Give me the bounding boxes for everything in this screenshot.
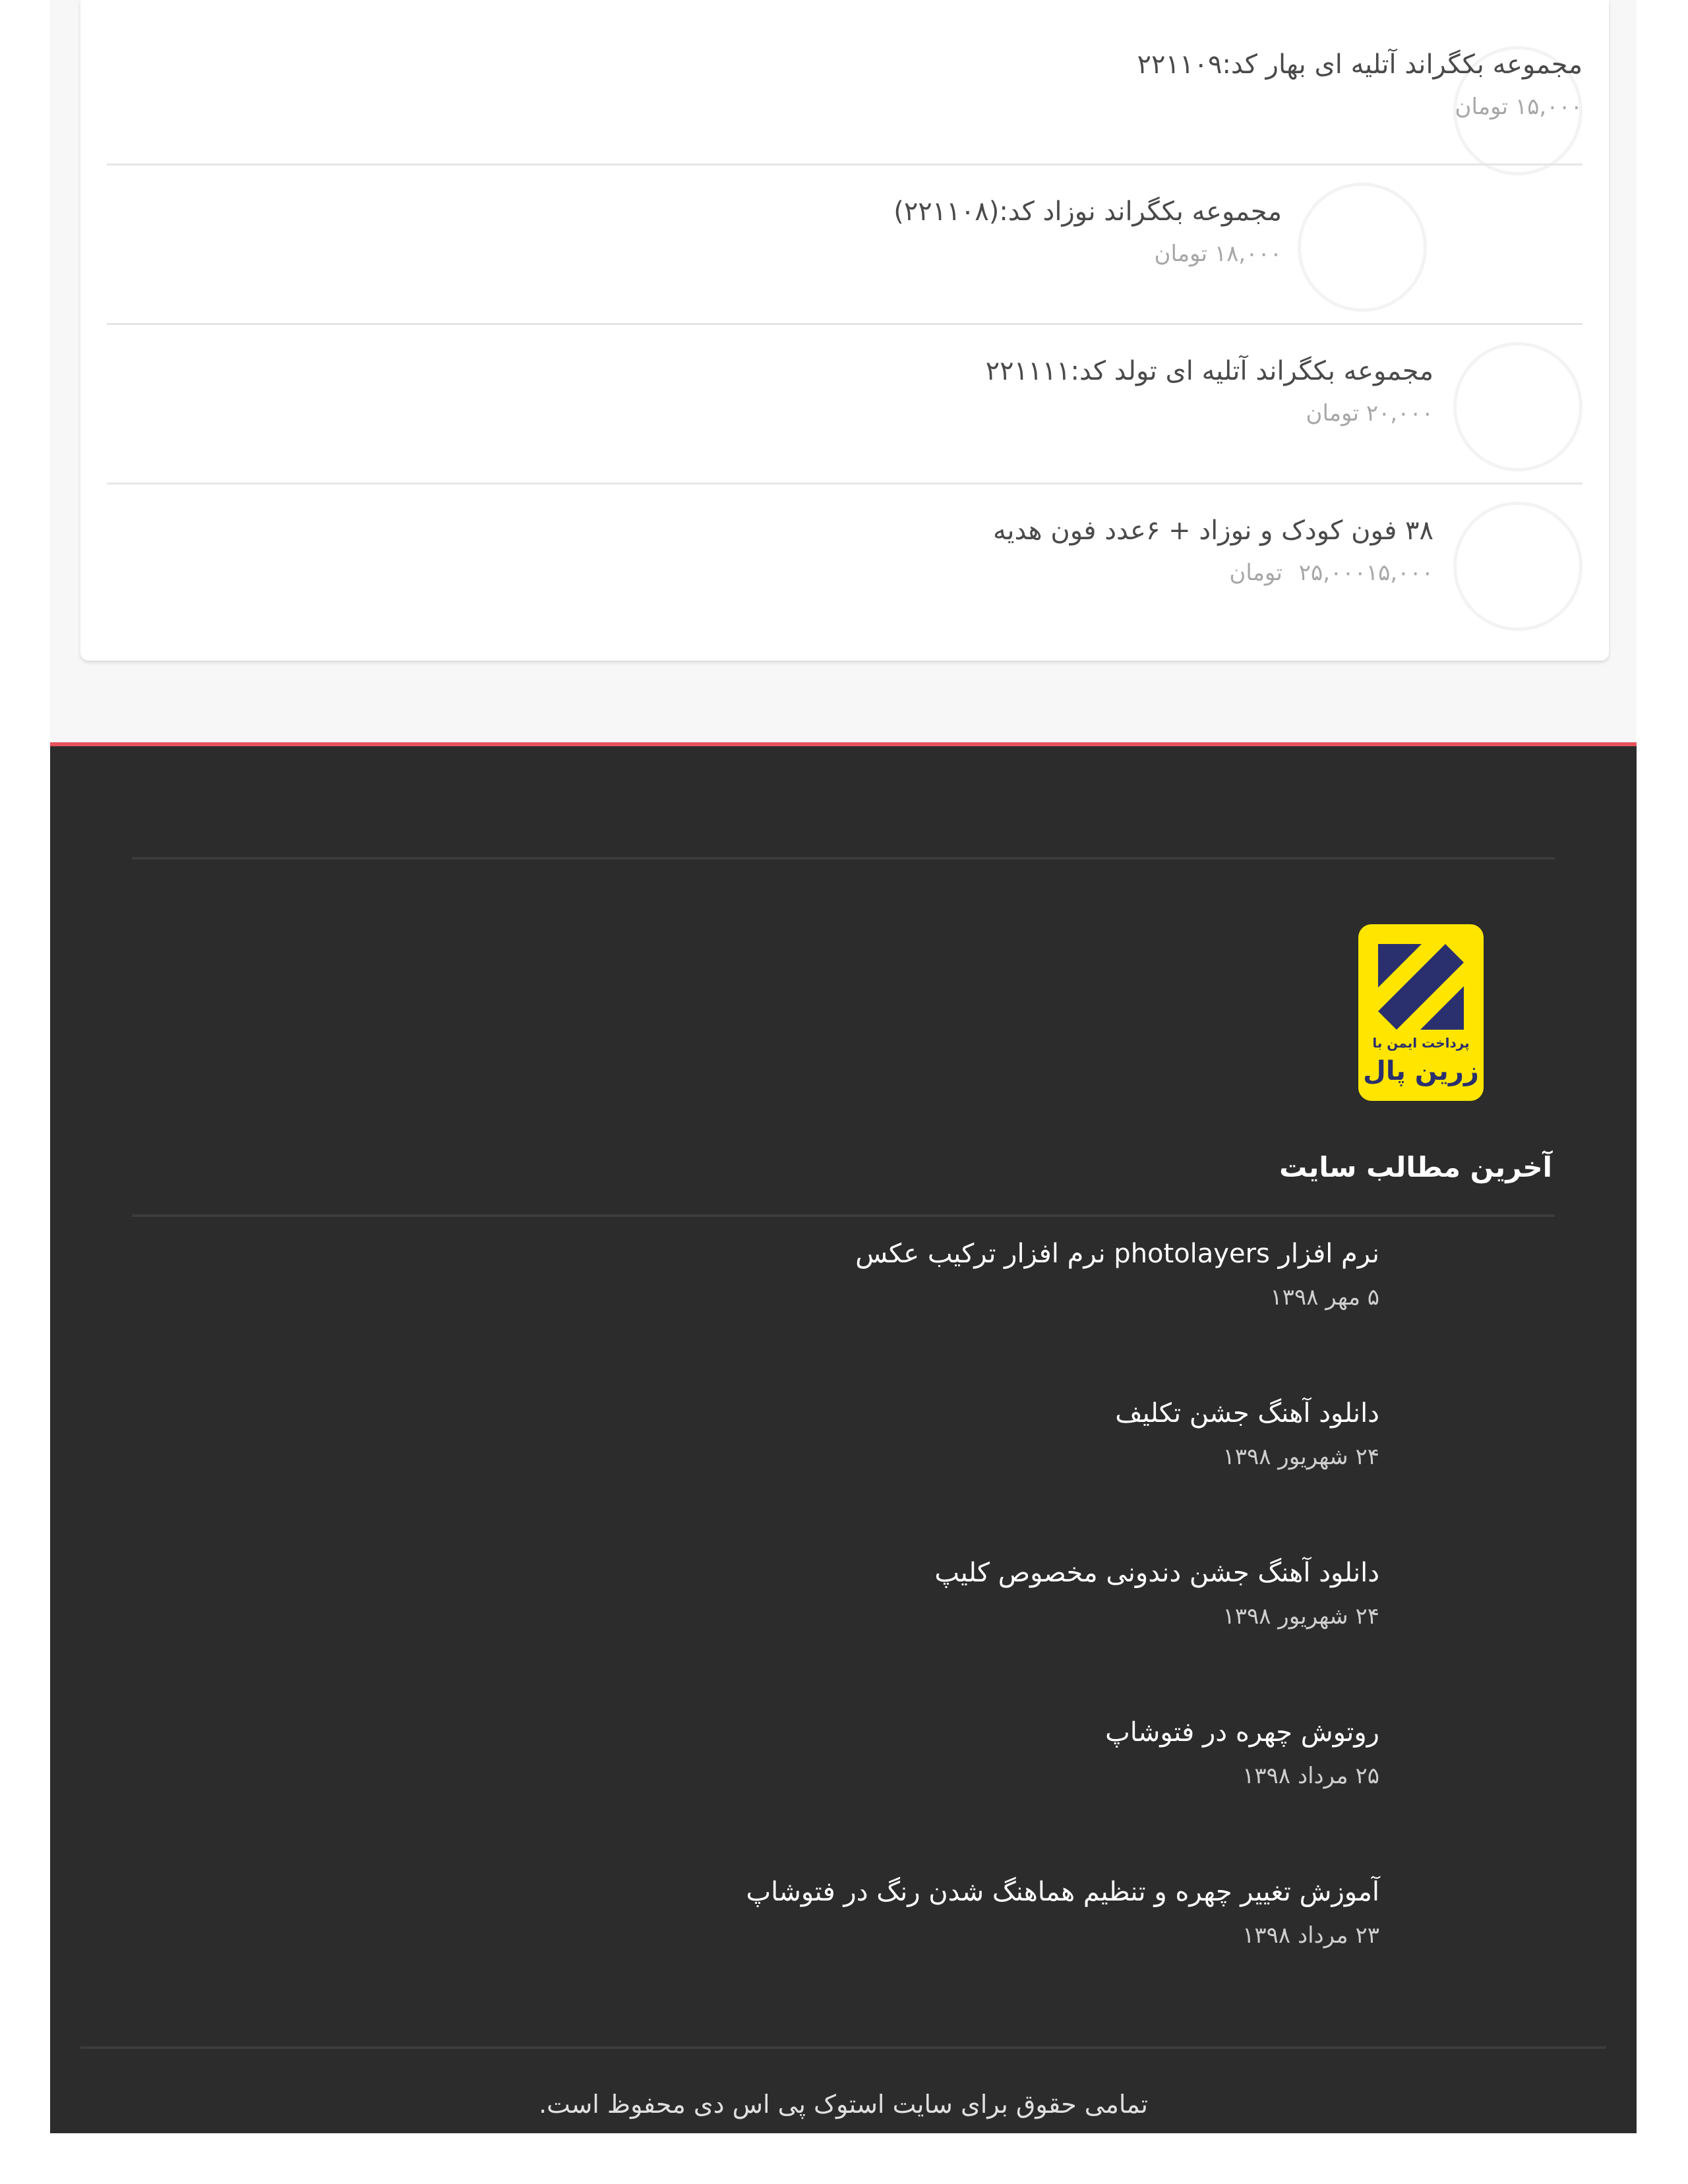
product-item[interactable] [107,483,1582,642]
product-thumbnail[interactable] [1298,183,1427,312]
product-price: ۱۵,۰۰۰ تومان [1455,94,1582,120]
post-title-link[interactable]: دانلود آهنگ جشن تکلیف [1115,1398,1379,1429]
footer-divider [132,857,1555,860]
zarinpal-trust-badge[interactable] [1358,924,1484,1101]
post-item[interactable] [934,1557,1379,1630]
product-thumbnail[interactable] [1453,342,1582,471]
latest-posts-divider [132,1214,1555,1217]
copyright-text: تمامی حقوق برای سایت استوک پی اس دی محفوظ است. [539,2090,1148,2119]
product-price: ۲۰,۰۰۰ تومان [1306,400,1433,427]
post-title-link[interactable]: نرم افزار photolayers نرم افزار ترکیب عکس [855,1239,1379,1269]
product-title[interactable]: مجموعه بکگراند نوزاد کد:(۲۲۱۱۰۸) [893,196,1282,227]
copyright-divider [80,2046,1606,2049]
post-item[interactable] [1105,1717,1379,1790]
zarinpal-logo-icon [1378,944,1464,1030]
post-date: ۲۴ شهریور ۱۳۹۸ [1222,1603,1379,1630]
post-item[interactable] [746,1876,1380,1949]
post-date: ۵ مهر ۱۳۹۸ [1270,1284,1379,1311]
badge-brand-name: زرین پال [1363,1056,1479,1086]
post-title-link[interactable]: روتوش چهره در فتوشاپ [1105,1717,1379,1748]
latest-posts-heading: آخرین مطالب سایت [1279,1151,1552,1183]
post-title-link[interactable]: دانلود آهنگ جشن دندونی مخصوص کلیپ [934,1558,1379,1588]
site-footer [50,742,1637,2133]
product-price [993,560,1433,587]
page-content [50,0,1637,2133]
product-item[interactable] [107,7,1582,163]
product-price: ۱۸,۰۰۰ تومان [1154,241,1282,267]
post-date: ۲۳ مرداد ۱۳۹۸ [1242,1922,1379,1949]
post-date: ۲۴ شهریور ۱۳۹۸ [1222,1444,1379,1470]
product-item[interactable] [107,323,1582,483]
badge-subtitle: پرداخت ایمن با [1372,1035,1470,1051]
product-sale-price: ۱۵,۰۰۰ تومان [1229,560,1433,586]
post-date: ۲۵ مرداد ۱۳۹۸ [1242,1763,1379,1789]
post-title-link[interactable]: آموزش تغییر چهره و تنظیم هماهنگ شدن رنگ در فتوشاپ [746,1877,1379,1907]
product-list-card [80,0,1609,661]
post-item[interactable] [1115,1398,1379,1471]
product-old-price: ۲۵,۰۰۰ [1298,560,1366,586]
product-title[interactable]: ۳۸ فون کودک و نوزاد + ۶عدد فون هدیه [992,516,1433,546]
post-item[interactable] [855,1238,1379,1311]
product-title[interactable]: مجموعه بکگراند آتلیه ای تولد کد:۲۲۱۱۱۱ [985,356,1433,386]
product-thumbnail[interactable] [1453,502,1582,631]
product-title[interactable]: مجموعه بکگراند آتلیه ای بهار کد:۲۲۱۱۰۹ [1137,49,1582,80]
product-item[interactable] [107,163,1582,323]
